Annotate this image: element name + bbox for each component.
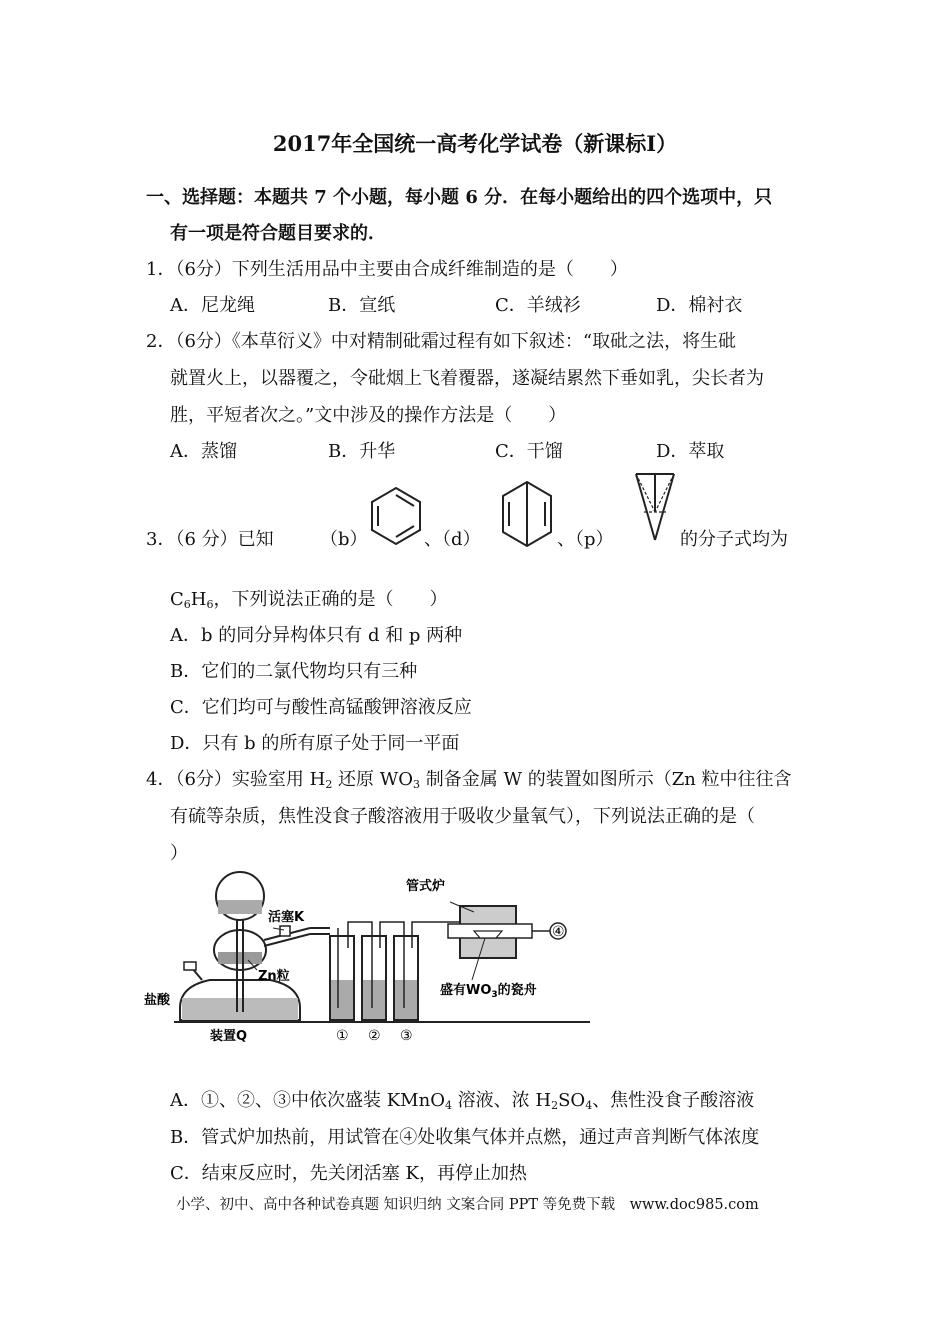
q4-stem-line1 bbox=[146, 765, 792, 791]
q3-option-b: B．它们的二氯代物均只有三种 bbox=[170, 661, 418, 682]
kipp-bottom-liquid bbox=[182, 998, 298, 1020]
kipp-zn-granules bbox=[218, 952, 262, 964]
page-footer: 小学、初中、高中各种试卷真题 知识归纳 文案合同 PPT 等免费下载 www.doc985.com bbox=[176, 1197, 759, 1213]
q3-option-d: D．只有 b 的所有原子处于同一平面 bbox=[170, 733, 460, 754]
label-boat bbox=[440, 982, 537, 1000]
q3-stem-suffix: 的分子式均为 bbox=[680, 529, 788, 550]
q2-option-d: D．萃取 bbox=[656, 441, 725, 462]
q4-stem-line3: ） bbox=[170, 843, 188, 864]
kipp-top-liquid bbox=[218, 900, 262, 914]
label-2: ② bbox=[368, 1028, 381, 1044]
label-4: ④ bbox=[552, 924, 565, 940]
page-title: 2017年全国统一高考化学试卷（新课标I） bbox=[272, 131, 678, 156]
q4-option-a bbox=[170, 1086, 754, 1112]
label-boat-b: 的瓷舟 bbox=[497, 983, 537, 998]
wash-bottle-2 bbox=[362, 928, 386, 1020]
q3-stem-line2-rest: ，下列说法正确的是（ ） bbox=[213, 589, 448, 610]
wash-bottle-3 bbox=[394, 928, 418, 1020]
q4-option-c: C．结束反应时，先关闭活塞 K，再停止加热 bbox=[170, 1163, 527, 1184]
q4-optA-sub3: 4 bbox=[585, 1099, 593, 1112]
dewar-benzene-structure-image bbox=[497, 478, 557, 550]
q4-stem-sub-h2: 2 bbox=[325, 778, 333, 791]
q1-option-b: B．宣纸 bbox=[328, 295, 396, 316]
label-boat-sub: 3 bbox=[491, 990, 498, 1000]
q3-option-a: A．b 的同分异构体只有 d 和 p 两种 bbox=[170, 625, 463, 646]
q4-optA-sub1: 4 bbox=[444, 1099, 452, 1112]
section-heading-line2: 有一项是符合题目要求的． bbox=[170, 223, 386, 244]
q1-option-d: D．棉衬衣 bbox=[656, 295, 743, 316]
benzene-structure-image bbox=[366, 484, 426, 548]
q3-label-d: 、（d） bbox=[424, 529, 481, 550]
label-3: ③ bbox=[400, 1028, 413, 1044]
q3-stem-prefix: 3．（6 分）已知 bbox=[146, 529, 274, 550]
q3-formula-sub1: 6 bbox=[183, 598, 191, 611]
q1-stem: 1．（6分）下列生活用品中主要由合成纤维制造的是（ ） bbox=[146, 259, 628, 280]
label-apparatus-q: 装置Q bbox=[210, 1029, 248, 1044]
label-zn: Zn粒 bbox=[258, 969, 290, 984]
q4-stem-sub-wo3: 3 bbox=[413, 778, 421, 791]
q2-option-a: A．蒸馏 bbox=[170, 441, 237, 462]
q2-option-c: C．干馏 bbox=[495, 441, 563, 462]
q2-stem-line2: 就置火上，以器覆之，令砒烟上飞着覆器，遂凝结累然下垂如乳，尖长者为 bbox=[170, 368, 764, 389]
q3-formula-c: C bbox=[170, 589, 184, 610]
q4-optA-part-a: A．①、②、③中依次盛装 KMnO bbox=[170, 1090, 445, 1111]
q3-stem-line2 bbox=[170, 585, 447, 611]
label-boat-a: 盛有WO bbox=[440, 983, 492, 998]
q4-stem-line2: 有硫等杂质，焦性没食子酸溶液用于吸收少量氧气），下列说法正确的是（ bbox=[170, 806, 755, 827]
q4-optA-sub2: 2 bbox=[551, 1099, 559, 1112]
q2-stem-line3: 胜，平短者次之。”文中涉及的操作方法是（ ） bbox=[170, 405, 567, 426]
q4-stem-part-a: 4．（6分）实验室用 H bbox=[146, 769, 326, 790]
label-acid: 盐酸 bbox=[144, 993, 171, 1008]
section-heading-line1: 一、选择题：本题共 7 个小题，每小题 6 分．在每小题给出的四个选项中，只 bbox=[146, 187, 773, 208]
q3-formula-h: H bbox=[190, 589, 207, 610]
q2-option-b: B．升华 bbox=[328, 441, 396, 462]
q4-option-b: B．管式炉加热前，用试管在④处收集气体并点燃，通过声音判断气体浓度 bbox=[170, 1127, 760, 1148]
label-1: ① bbox=[336, 1028, 349, 1044]
q3-formula-sub2: 6 bbox=[206, 598, 214, 611]
q2-stem-line1: 2．（6分）《本草衍义》中对精制砒霜过程有如下叙述：“取砒之法，将生砒 bbox=[146, 331, 737, 352]
q4-optA-part-d: 、焦性没食子酸溶液 bbox=[592, 1090, 755, 1111]
q3-label-b: （b） bbox=[320, 529, 368, 550]
q1-option-c: C．羊绒衫 bbox=[495, 295, 581, 316]
label-stopcock: 活塞K bbox=[268, 910, 305, 925]
q4-stem-part-b: 还原 WO bbox=[332, 769, 414, 790]
apparatus-figure bbox=[140, 868, 600, 1048]
q1-option-a: A．尼龙绳 bbox=[170, 295, 255, 316]
prismane-structure-image bbox=[632, 468, 678, 544]
q4-stem-part-c: 制备金属 W 的装置如图所示（Zn 粒中往往含 bbox=[420, 769, 792, 790]
q3-label-p: 、（p） bbox=[557, 529, 614, 550]
stopcock-k bbox=[280, 926, 290, 936]
q4-optA-part-c: SO bbox=[558, 1090, 586, 1111]
q4-optA-part-b: 溶液、浓 H bbox=[451, 1090, 552, 1111]
wash-bottle-1 bbox=[330, 928, 354, 1020]
label-furnace: 管式炉 bbox=[406, 879, 446, 894]
q3-option-c: C．它们均可与酸性高锰酸钾溶液反应 bbox=[170, 697, 472, 718]
